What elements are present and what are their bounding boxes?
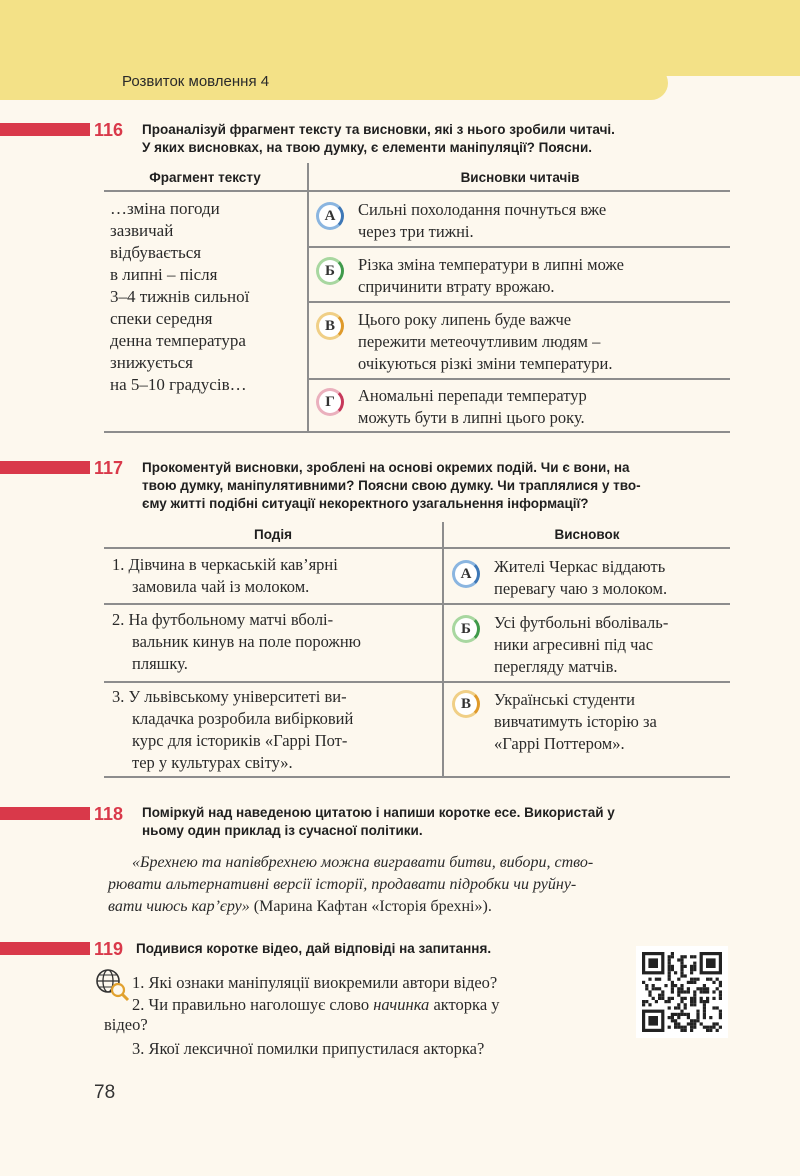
emphasized-word: начинка [373,995,430,1014]
question-text: акторка у [429,995,500,1014]
fragment-line: відбувається [110,243,202,262]
exercise-task [142,804,730,840]
task-line: твою думку, маніпулятивними? Поясни свою думку. Чи траплялися у тво- [142,478,641,493]
section-title: Розвиток мовлення 4 [122,73,270,90]
conclusion-line: перевагу чаю з молоком. [494,579,668,598]
table-rule [104,776,730,778]
table-rule [308,301,730,303]
task-line: Поміркуй над наведеною цитатою і напиши коротке есе. Використай у [142,805,615,820]
table-column-divider [307,163,309,431]
exercise-number: 117 [94,458,124,478]
section-tab [0,66,668,100]
exercise-number: 116 [94,120,124,140]
question-text: 2. Чи правильно наголошує слово [132,995,374,1014]
option-badge-v: В [452,690,480,718]
event-line: вальник кинув на поле порожню [132,632,361,651]
question-2-continuation: відео? [104,1015,148,1034]
option-badge-b: Б [316,257,344,285]
conclusion-v [358,309,613,375]
table-rule [104,190,730,192]
table-column-divider [442,522,444,776]
column-header-conclusion: Висновок [554,527,620,542]
fragment-line: знижується [110,353,193,372]
exercise-task [142,121,730,157]
fragment-line: на 5–10 градусів… [110,375,247,394]
column-header-conclusions: Висновки читачів [460,170,580,185]
conclusion-a [494,556,667,600]
text-fragment [110,198,300,396]
table-rule [104,681,730,683]
conclusion-line: «Гаррі Поттером». [494,734,625,753]
table-rule [308,246,730,248]
conclusion-line: Різка зміна температури в липні може [358,255,624,274]
event-line: тер у культурах світу». [132,753,293,772]
event-line: 1. Дівчина в черкаській кав’ярні [112,555,338,574]
conclusion-line: Українські студенти [494,690,635,709]
event-line: пляшку. [132,654,188,673]
option-badge-v: В [316,312,344,340]
option-badge-a: А [316,202,344,230]
qr-code[interactable] [636,946,728,1038]
question-2 [132,995,500,1015]
exercise-number: 119 [94,939,124,959]
table-rule [308,378,730,380]
conclusion-line: ники агресивні під час [494,635,654,654]
conclusion-line: через три тижні. [358,222,474,241]
table-rule [104,431,730,433]
header-band [0,0,800,76]
conclusion-line: Жителі Черкас віддають [494,557,666,576]
exercise-task: Подивися коротке відео, дай відповіді на запитання. [136,941,492,956]
quote-line: рювати альтернативні версії історії, продавати підробки чи руйну- [108,876,577,893]
fragment-line: …зміна погоди [110,199,220,218]
exercise-task [142,459,730,513]
fragment-line: в липні – після [110,265,218,284]
conclusion-a [358,199,606,243]
exercise-marker-bar [0,942,90,955]
event-line: 2. На футбольному матчі вболі- [112,610,334,629]
conclusion-b [358,254,624,298]
conclusion-line: Усі футбольні вболіваль- [494,613,669,632]
globe-search-icon [94,966,130,1002]
table-rule [104,547,730,549]
question-3: 3. Якої лексичної помилки припустилася акторка? [132,1039,485,1058]
task-line: єму житті подібні ситуації некоректного узагальнення інформації? [142,496,589,511]
fragment-line: зазвичай [110,221,174,240]
conclusion-line: пережити метеочутливим людям – [358,332,601,351]
column-header-event: Подія [254,527,292,542]
conclusion-v [494,689,657,755]
task-line: У яких висновках, на твою думку, є елементи маніпуляції? Поясни. [142,140,593,155]
exercise-marker-bar [0,807,90,820]
column-header-fragment: Фрагмент тексту [149,170,261,185]
fragment-line: 3–4 тижнів сильної [110,287,250,306]
page-number: 78 [94,1082,116,1103]
question-1: 1. Які ознаки маніпуляції виокремили автори відео? [132,973,498,992]
exercise-marker-bar [0,461,90,474]
conclusion-line: очікуються різкі зміни температури. [358,354,613,373]
event-line: 3. У львівському університеті ви- [112,687,347,706]
fragment-line: спеки середня [110,309,213,328]
event-1 [112,554,338,598]
exercise-number: 118 [94,804,124,824]
quote [108,852,730,918]
quote-line: «Брехнею та напівбрехнею можна вигравати битви, вибори, ство- [132,854,594,871]
event-2 [112,609,361,675]
conclusion-line: перегляду матчів. [494,657,618,676]
conclusion-line: вивчатимуть історію за [494,712,657,731]
conclusion-line: Цього року липень буде важче [358,310,572,329]
conclusion-line: спричинити втрату врожаю. [358,277,555,296]
event-3 [112,686,353,774]
task-line: Проаналізуй фрагмент тексту та висновки, які з нього зробили читачі. [142,122,615,137]
task-line: ньому один приклад із сучасної політики. [142,823,423,838]
option-badge-g: Г [316,388,344,416]
event-line: кладачка розробила вибірковий [132,709,354,728]
option-badge-a: А [452,560,480,588]
option-badge-b: Б [452,615,480,643]
quote-line: вати чиюсь кар’єру» [108,898,250,915]
event-line: замовила чай із молоком. [132,577,310,596]
conclusion-line: Аномальні перепади температур [358,386,587,405]
conclusion-g [358,385,587,429]
event-line: курс для істориків «Гаррі Пот- [132,731,348,750]
exercise-marker-bar [0,123,90,136]
fragment-line: денна температура [110,331,246,350]
task-line: Прокоментуй висновки, зроблені на основі окремих подій. Чи є вони, на [142,460,630,475]
conclusion-line: можуть бути в липні цього року. [358,408,585,427]
conclusion-line: Сильні похолодання почнуться вже [358,200,607,219]
conclusion-b [494,612,668,678]
table-rule [104,603,730,605]
quote-source: (Марина Кафтан «Історія брехні»). [249,898,492,915]
